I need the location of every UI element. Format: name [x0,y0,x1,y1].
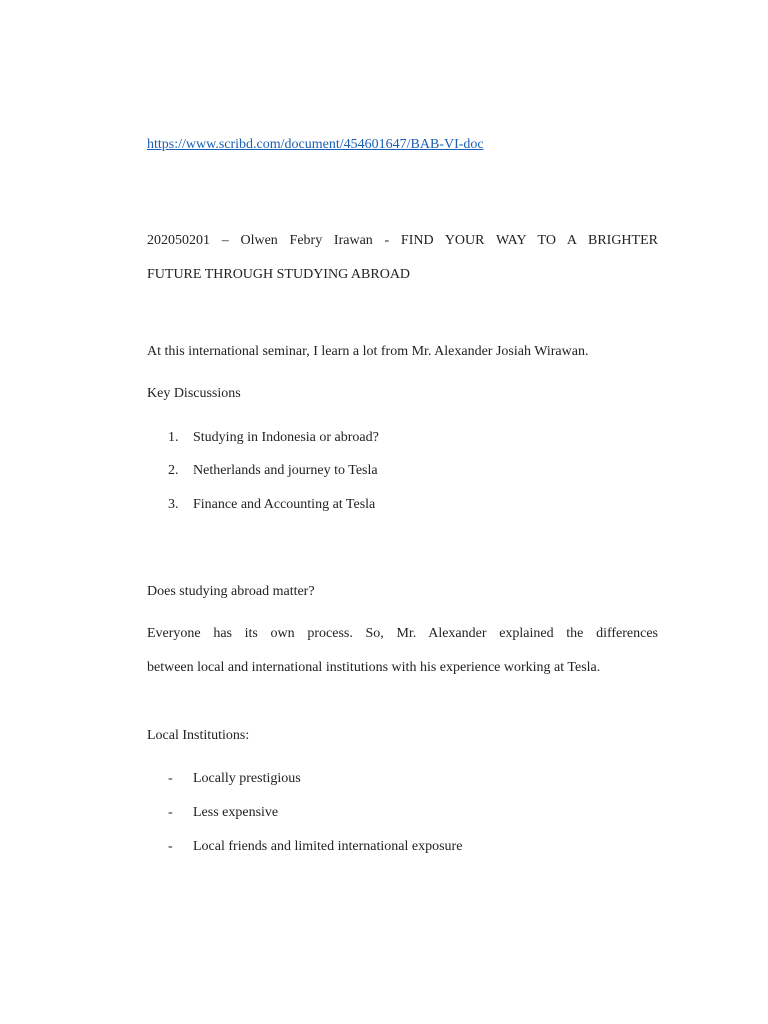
body-line-2: between local and international institutions with his experience working at Tesla. [147,660,601,675]
list-bullet: - [168,805,173,820]
list-number: 3. [168,497,179,512]
title-line-2: FUTURE THROUGH STUDYING ABROAD [147,267,411,282]
list-item-text: Local friends and limited international exposure [193,839,463,854]
list-item-text: Netherlands and journey to Tesla [193,463,378,478]
key-discussions-heading: Key Discussions [147,386,241,401]
source-link[interactable]: https://www.scribd.com/document/454601647/BAB-VI-doc [147,137,484,152]
body-paragraph [147,617,658,685]
list-item-text: Finance and Accounting at Tesla [193,497,376,512]
document-title [147,224,658,292]
body-line-1: Everyone has its own process. So, Mr. Alexander explained the differences [147,626,658,641]
list-item-text: Studying in Indonesia or abroad? [193,430,379,445]
local-institutions-heading: Local Institutions: [147,728,250,743]
list-number: 1. [168,430,179,445]
list-item-text: Locally prestigious [193,771,301,786]
title-line-1: 202050201 – Olwen Febry Irawan - FIND YOUR WAY TO A BRIGHTER [147,233,658,248]
question-heading: Does studying abroad matter? [147,584,315,599]
list-bullet: - [168,771,173,786]
list-number: 2. [168,463,179,478]
list-item-text: Less expensive [193,805,279,820]
list-bullet: - [168,839,173,854]
intro-paragraph: At this international seminar, I learn a lot from Mr. Alexander Josiah Wirawan. [147,344,589,359]
